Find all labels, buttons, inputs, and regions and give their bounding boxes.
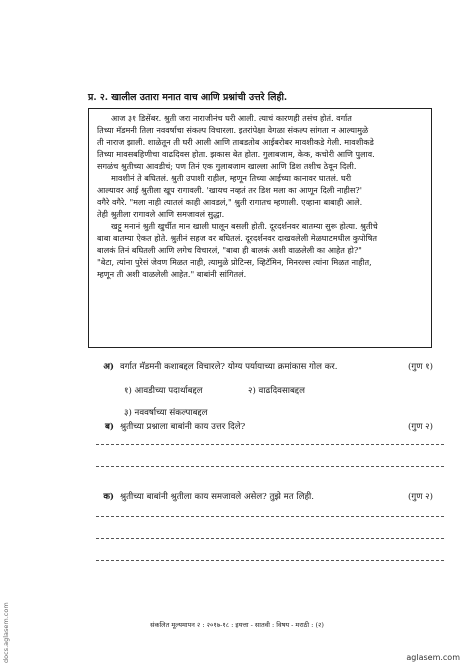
marks-label: (गुण २): [408, 422, 433, 432]
passage-line: तिच्या मॅडमनी तिला नववर्षाचा संकल्प विचारला. इतरांपेक्षा वेगळा संकल्प सांगता न आल्यामुळे: [97, 125, 369, 135]
answer-line[interactable]: [96, 516, 444, 517]
subquestion-label: क): [103, 492, 114, 502]
passage-line: तिच्या मावसबहिणीचा वाढदिवस होता. झकास बेत होता. गुलाबजाम, केक, कचोरी आणि पुलाव.: [97, 149, 375, 159]
passage-line: मावशीनं ते बघितलं. श्रुती उपाशी राहील, म्हणून तिच्या आईच्या कानावर घातलं. घरी: [111, 173, 352, 183]
subquestion-text: श्रुतीच्या प्रश्नाला बाबांनी काय उत्तर दिले?: [120, 422, 246, 432]
subquestion-label: अ): [103, 362, 114, 372]
passage-line: वगैरे वगैरे. "मला नाही त्यातलं काही आवडलं," श्रुती रागातच म्हणाली. एव्हाना बाबाही आले.: [97, 197, 363, 207]
option-1[interactable]: १) आवडीच्या पदार्थाबद्दल: [124, 386, 203, 396]
subquestion-label: ब): [105, 422, 114, 432]
option-3[interactable]: ३) नववर्षाच्या संकल्पाबद्दल: [124, 408, 208, 418]
passage-line: ती नाराज झाली. शाळेतून ती घरी आली आणि ताबडतोब आईबरोबर मावशीकडे गेली. मावशीकडे: [97, 137, 374, 147]
subquestion-text: श्रुतीच्या बाबांनी श्रुतीला काय समजावले असेल? तुझे मत लिही.: [120, 492, 314, 502]
subquestion-text: वर्गात मॅडमनी कशाबद्दल विचारले? योग्य पर्यायाच्या क्रमांकास गोल कर.: [120, 362, 338, 372]
side-watermark: docs.aglasem.com: [2, 602, 10, 663]
passage-line: म्हणून ती अशी वाळलेली आहेत." बाबांनी सांगितलं.: [97, 269, 247, 279]
passage-line: बाबा बातम्या ऐकत होते. श्रुतीनं सहज वर बघितलं. दूरदर्शनवर दाखवलेली मेळघाटमधील कुपोषित: [97, 233, 378, 243]
passage-box: [88, 108, 432, 348]
passage-line: खट्टू मनानं श्रुती खुर्चीत मान खाली घालून बसली होती. दूरदर्शनवर बातम्या सुरू होत्या. श्रुतीचे: [111, 221, 378, 231]
subquestion-a: [92, 360, 338, 372]
subquestion-b: [92, 420, 245, 432]
answer-line[interactable]: [96, 444, 444, 445]
passage-line: सगळंच श्रुतीच्या आवडीचं; पण तिनं एक गुलाबजाम खाल्ला आणि डिश तशीच ठेवून दिली.: [97, 161, 357, 171]
passage-line: आज ३१ डिसेंबर. श्रुती जरा नाराजीनंच घरी आली. त्याचं कारणही तसंच होतं. वर्गात: [111, 113, 352, 123]
passage-line: "बेटा, त्यांना पुरेसं जेवण मिळत नाही, त्यामुळे प्रोटिन्स, व्हिटॅमिन, मिनरल्स त्यांना मिळत नाहीत,: [97, 257, 372, 267]
passage-line: आल्यावर आई श्रुतीला खूप रागावली. 'खायच नव्हतं तर डिश मला का आणून दिली नाहीस?': [97, 185, 362, 195]
question-heading: प्र. २. खालील उतारा मनात वाच आणि प्रश्नांची उत्तरे लिही.: [88, 92, 288, 103]
answer-line[interactable]: [96, 466, 444, 467]
subquestion-c: [92, 490, 314, 502]
passage-line: बालकं तिनं बघितली आणि लगेच विचारलं, "बाबा ही बालकं अशी वाळलेली का आहेत हो?": [97, 245, 362, 255]
answer-line[interactable]: [96, 538, 444, 539]
marks-label: (गुण २): [408, 492, 433, 502]
option-2[interactable]: २) वाढदिवसाबद्दल: [248, 386, 305, 396]
page-footer: संकलित मूल्यमापन २ : २०१७-१८ : इयत्ता - सातवी : विषय - मराठी : (२): [150, 621, 324, 629]
watermark: aglasem.com: [406, 653, 460, 662]
answer-line[interactable]: [96, 560, 444, 561]
marks-label: (गुण १): [408, 362, 433, 372]
passage-line: तेही श्रुतीला रागावले आणि समजावलं सुद्धा.: [97, 209, 225, 219]
